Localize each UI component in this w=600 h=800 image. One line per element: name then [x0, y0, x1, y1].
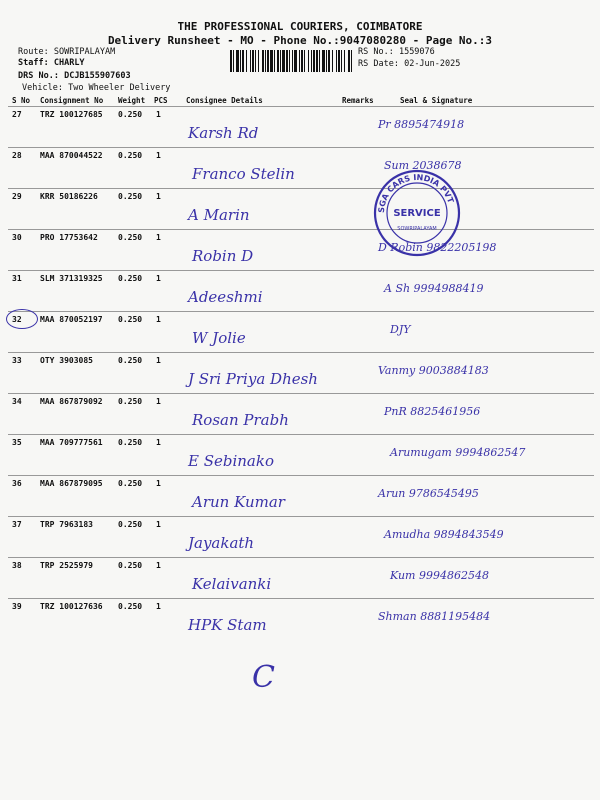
row-consignee-handwritten: Jayakath	[188, 534, 255, 552]
row-weight: 0.250	[118, 397, 143, 406]
rs-no-value: 1559076	[398, 47, 435, 57]
row-weight: 0.250	[118, 479, 143, 488]
vehicle-value: Two Wheeler Delivery	[68, 83, 171, 93]
col-header-consignee: Consignee Details	[186, 96, 263, 105]
row-divider	[8, 147, 594, 148]
rs-date-value: 02-Jun-2025	[404, 59, 461, 69]
vehicle-line	[22, 83, 170, 93]
row-signature-handwritten: Arun 9786545495	[378, 487, 479, 500]
row-signature-handwritten: Pr 8895474918	[378, 118, 465, 131]
row-consignment-no: SLM 371319325	[40, 274, 103, 283]
header-divider	[8, 106, 594, 107]
row-sno: 29	[12, 192, 22, 201]
row-consignment-no: OTY 3903085	[40, 356, 93, 365]
row-signature-handwritten: Kum 9994862548	[390, 569, 489, 582]
row-signature-handwritten: A Sh 9994988419	[384, 282, 484, 295]
col-header-seal-signature: Seal & Signature	[400, 96, 473, 105]
row-sno: 27	[12, 110, 22, 119]
col-header-remarks: Remarks	[342, 96, 374, 105]
row-weight: 0.250	[118, 233, 143, 242]
row-consignment-no: KRR 50186226	[40, 192, 98, 201]
row-weight: 0.250	[118, 315, 143, 324]
row-consignment-no: TRP 2525979	[40, 561, 93, 570]
row-consignee-handwritten: Karsh Rd	[188, 124, 259, 142]
row-signature-handwritten: Arumugam 9994862547	[390, 446, 526, 459]
row-weight: 0.250	[118, 356, 143, 365]
row-sno: 38	[12, 561, 22, 570]
row-weight: 0.250	[118, 520, 143, 529]
row-pcs: 1	[156, 479, 161, 488]
col-header-consignment: Consignment No	[40, 96, 104, 105]
row-weight: 0.250	[118, 561, 143, 570]
row-consignment-no: MAA 867879095	[40, 479, 103, 488]
row-pcs: 1	[156, 192, 161, 201]
row-sno: 30	[12, 233, 22, 242]
row-weight: 0.250	[118, 438, 143, 447]
row-sno: 39	[12, 602, 22, 611]
barcode-image	[230, 50, 352, 72]
row-consignment-no: TRZ 100127685	[40, 110, 103, 119]
row-weight: 0.250	[118, 274, 143, 283]
drs-line	[18, 71, 131, 81]
row-signature-handwritten: Amudha 9894843549	[384, 528, 504, 541]
row-consignee-handwritten: Adeeshmi	[188, 288, 263, 306]
staff-label: Staff:	[18, 58, 49, 68]
row-sno: 37	[12, 520, 22, 529]
runsheet-subtitle: Delivery Runsheet - MO - Phone No.:9047080280 - Page No.:3	[107, 34, 493, 47]
row-divider	[8, 393, 594, 394]
row-consignee-handwritten: Robin D	[192, 247, 254, 265]
row-pcs: 1	[156, 233, 161, 242]
col-header-pcs: PCS	[154, 96, 168, 105]
company-seal-stamp	[372, 168, 462, 258]
row-signature-handwritten: Shman 8881195484	[378, 610, 491, 623]
rs-no-label: RS No.:	[358, 47, 394, 57]
row-weight: 0.250	[118, 192, 143, 201]
row-weight: 0.250	[118, 151, 143, 160]
rs-date-label: RS Date:	[358, 59, 399, 69]
row-divider	[8, 516, 594, 517]
row-weight: 0.250	[118, 110, 143, 119]
row-consignment-no: PRO 17753642	[40, 233, 98, 242]
row-divider	[8, 352, 594, 353]
footer-handwritten-mark: C	[252, 660, 275, 695]
row-sno: 36	[12, 479, 22, 488]
row-consignee-handwritten: Kelaivanki	[192, 575, 272, 593]
drs-label: DRS No.:	[18, 71, 59, 81]
row-divider	[8, 270, 594, 271]
vehicle-label: Vehicle:	[22, 83, 63, 93]
row-consignment-no: TRZ 100127636	[40, 602, 103, 611]
row-signature-handwritten: PnR 8825461956	[384, 405, 481, 418]
row-divider	[8, 311, 594, 312]
row-divider	[8, 598, 594, 599]
staff-value: CHARLY	[53, 58, 85, 68]
staff-line	[18, 58, 85, 68]
row-consignment-no: MAA 870044522	[40, 151, 103, 160]
row-divider	[8, 475, 594, 476]
row-pcs: 1	[156, 561, 161, 570]
row-pcs: 1	[156, 151, 161, 160]
col-header-sno: S No	[12, 96, 31, 105]
row-circle-mark	[6, 309, 38, 329]
row-divider	[8, 229, 594, 230]
row-sno: 33	[12, 356, 22, 365]
row-weight: 0.250	[118, 602, 143, 611]
route-value: SOWRIPALAYAM	[53, 47, 116, 57]
row-consignment-no: MAA 867879092	[40, 397, 103, 406]
col-header-weight: Weight	[118, 96, 146, 105]
row-pcs: 1	[156, 356, 161, 365]
route-line	[18, 47, 115, 57]
row-pcs: 1	[156, 438, 161, 447]
stamp-center-text: SERVICE	[393, 208, 441, 219]
row-consignment-no: MAA 709777561	[40, 438, 103, 447]
stamp-inner-text: SOWRIPALAYAM	[397, 226, 437, 232]
route-label: Route:	[18, 47, 49, 57]
row-sno: 31	[12, 274, 22, 283]
row-sno: 32	[12, 315, 22, 324]
row-pcs: 1	[156, 274, 161, 283]
row-divider	[8, 434, 594, 435]
drs-value: DCJB155907603	[64, 71, 131, 81]
stamp-ring-text: SGA CARS INDIA PVT	[376, 172, 456, 214]
row-pcs: 1	[156, 602, 161, 611]
rs-date-line	[358, 59, 460, 69]
row-consignment-no: TRP 7963183	[40, 520, 93, 529]
row-consignment-no: MAA 870052197	[40, 315, 103, 324]
row-consignee-handwritten: E Sebinako	[188, 452, 274, 470]
row-divider	[8, 557, 594, 558]
row-signature-handwritten: Vanmy 9003884183	[378, 364, 489, 377]
row-consignee-handwritten: J Sri Priya Dhesh	[188, 370, 318, 388]
row-sno: 34	[12, 397, 22, 406]
row-consignee-handwritten: A Marin	[188, 206, 250, 224]
rs-no-line	[358, 47, 435, 57]
row-consignee-handwritten: Rosan Prabh	[192, 411, 289, 429]
row-pcs: 1	[156, 315, 161, 324]
row-sno: 28	[12, 151, 22, 160]
row-consignee-handwritten: Franco Stelin	[192, 165, 295, 183]
row-pcs: 1	[156, 110, 161, 119]
company-title: THE PROFESSIONAL COURIERS, COIMBATORE	[177, 20, 423, 33]
row-pcs: 1	[156, 520, 161, 529]
row-signature-handwritten: Sum 2038678	[384, 159, 462, 172]
row-signature-handwritten: DJY	[390, 323, 411, 336]
row-consignee-handwritten: HPK Stam	[188, 616, 267, 634]
row-consignee-handwritten: W Jolie	[192, 329, 246, 347]
row-signature-handwritten: D Robin 9822205198	[378, 241, 497, 254]
row-consignee-handwritten: Arun Kumar	[192, 493, 285, 511]
row-sno: 35	[12, 438, 22, 447]
row-pcs: 1	[156, 397, 161, 406]
row-divider	[8, 188, 594, 189]
